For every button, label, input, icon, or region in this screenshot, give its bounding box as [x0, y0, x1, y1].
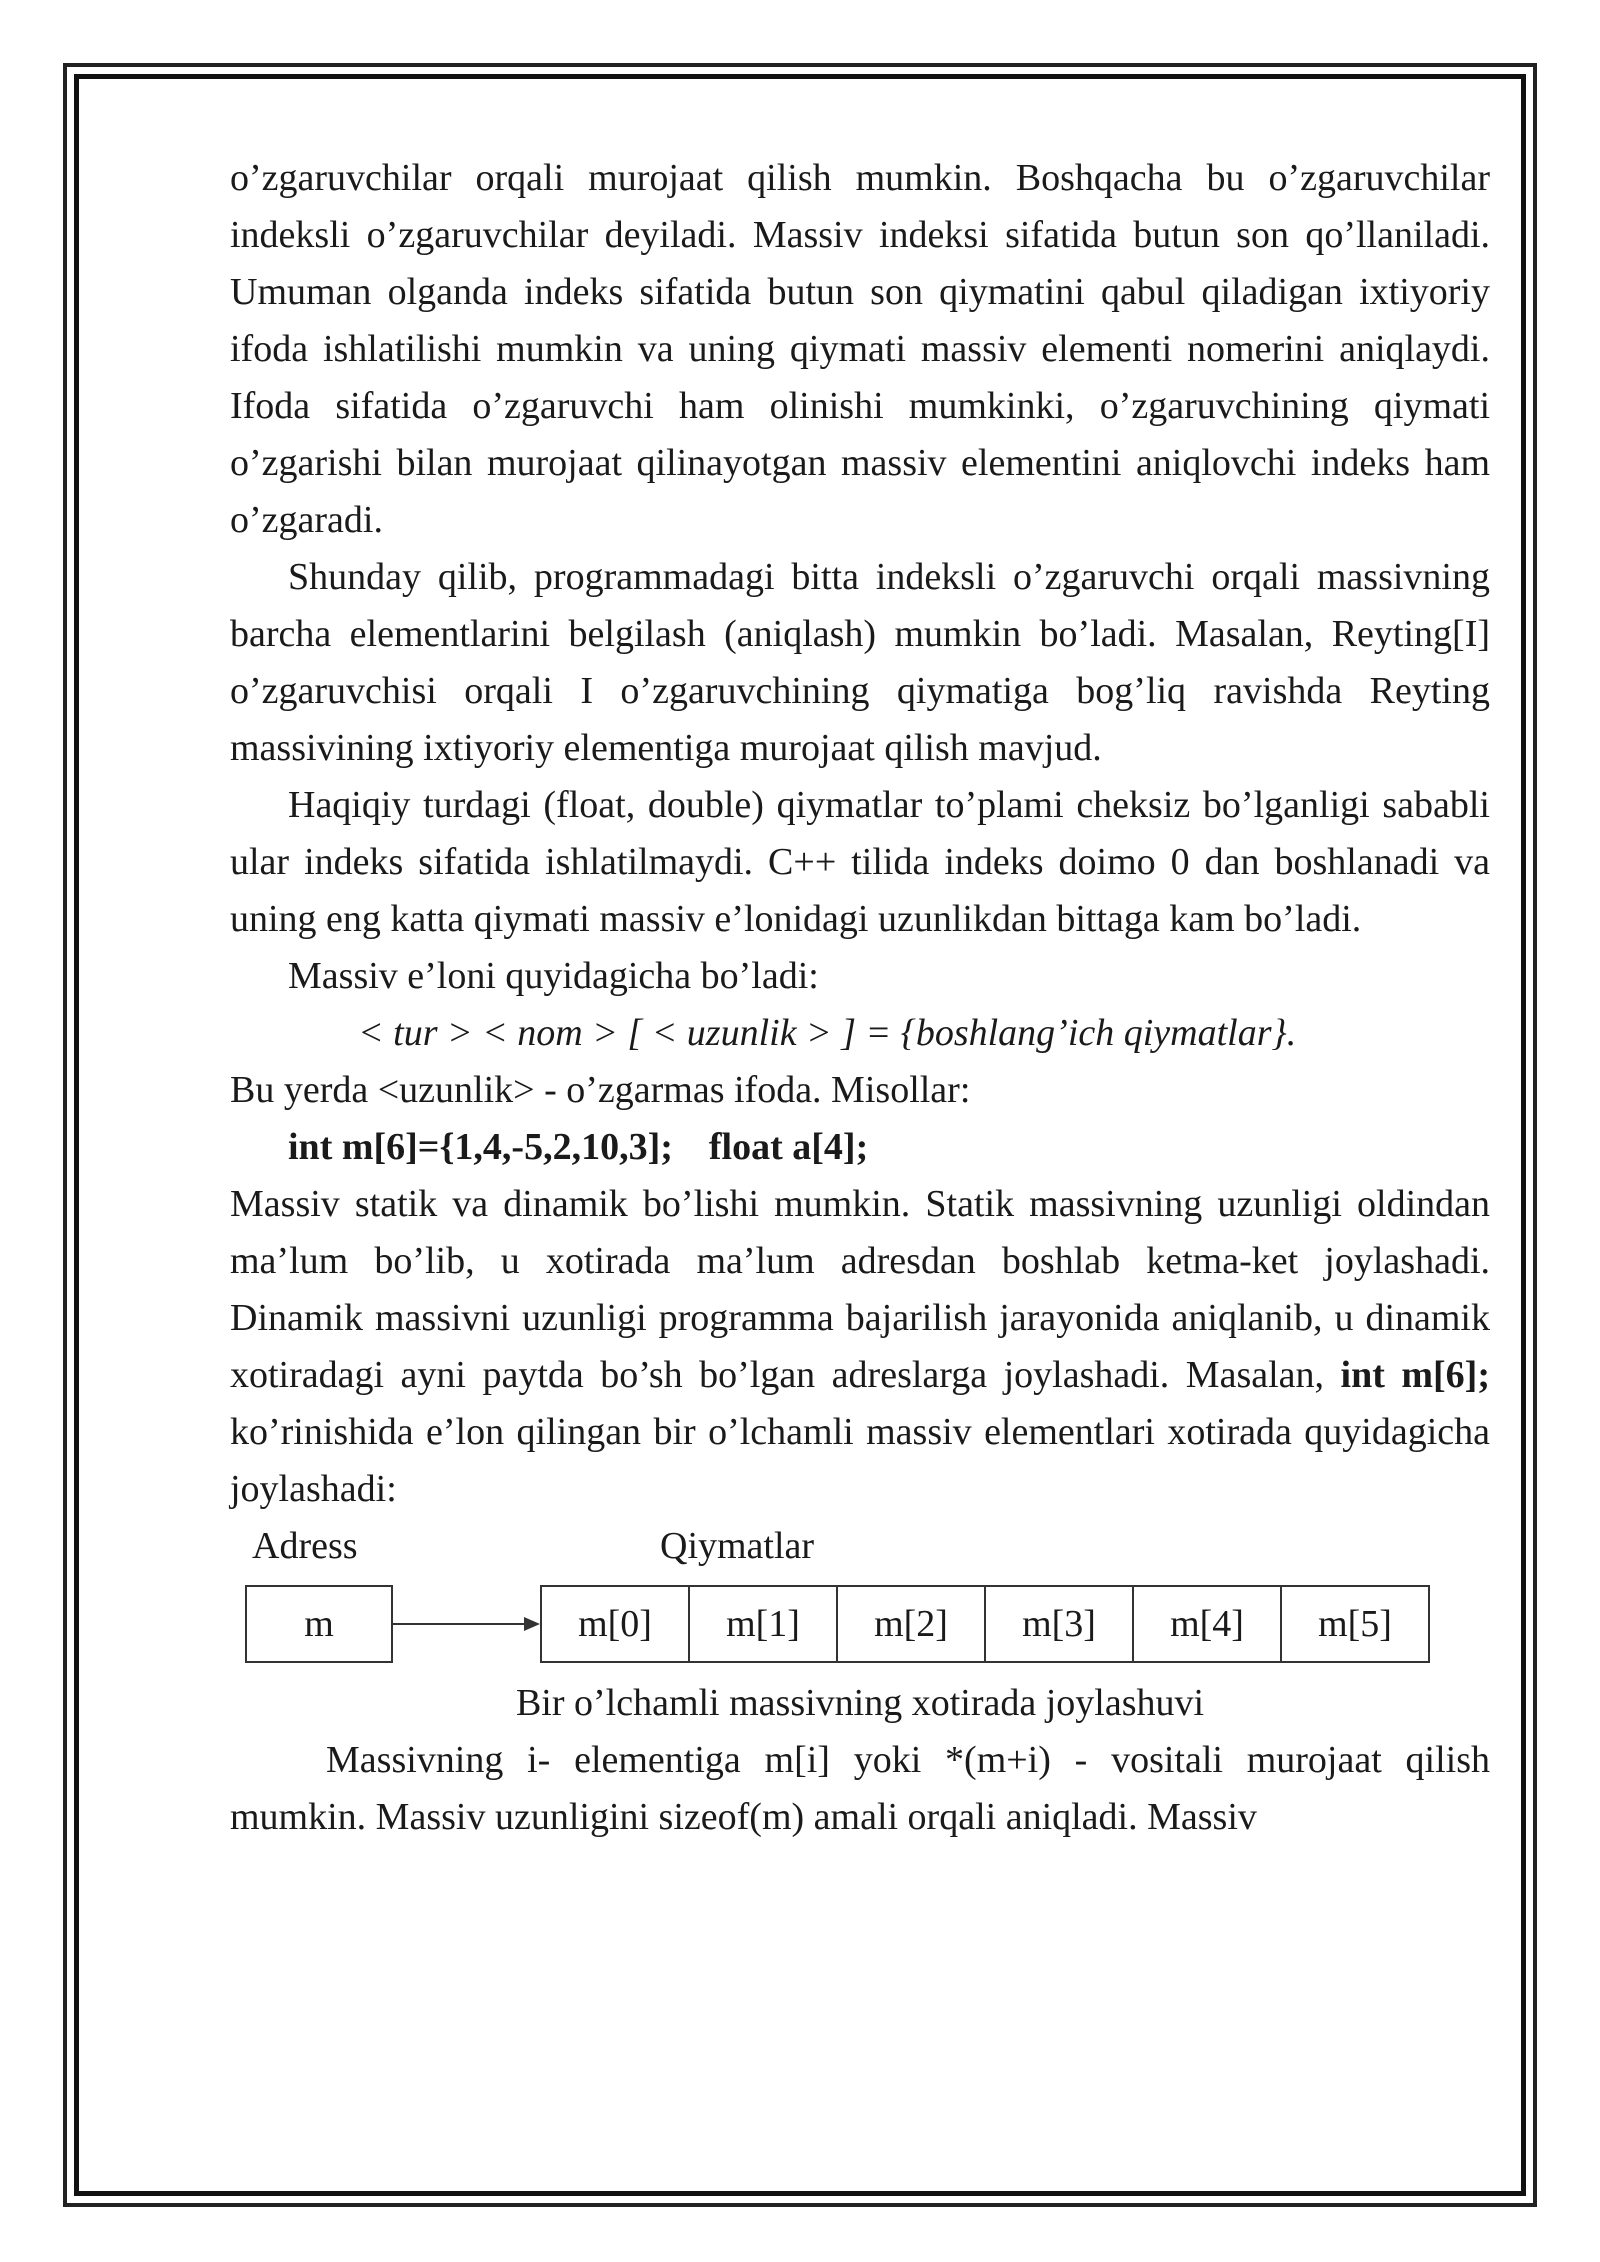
paragraph-6-end: ko’rinishida e’lon qilingan bir o’lchamli massiv elementlari xotirada quyidagicha joylashadi:: [230, 1411, 1490, 1510]
array-cell: m[0]: [578, 1603, 652, 1645]
pointer-arrow: [392, 1623, 532, 1625]
paragraph-2: Shunday qilib, programmadagi bitta indeksli o’zgaruvchi orqali massivning barcha elementlarini belgilash (aniqlash) mumkin bo’ladi. Masalan, Reyting[I] o’zgaruvchisi orqali I o’zgaruvchining qiymatiga bog’liq ravishda Reyting massivining ixtiyoriy elementiga murojaat qilish mavjud.: [230, 556, 1490, 769]
array-cells: [540, 1585, 1430, 1663]
paragraph-6: [230, 1176, 1490, 1518]
array-cell: m[4]: [1132, 1587, 1280, 1661]
diagram-labels: [230, 1518, 1490, 1575]
paragraph-6-code: int m[6];: [1340, 1354, 1490, 1396]
array-cell: m[5]: [1280, 1587, 1428, 1661]
values-label: Qiymatlar: [660, 1525, 815, 1567]
paragraph-3: Haqiqiy turdagi (float, double) qiymatlar to’plami cheksiz bo’lganligi sababli ular indeks sifatida ishlatilmaydi. C++ tilida indeks doimo 0 dan boshlanadi va uning eng katta qiymati massiv e’lonidagi uzunlikdan bittaga kam bo’ladi.: [230, 784, 1490, 940]
paragraph-7: Massivning i- elementiga m[i] yoki *(m+i) - vositali murojaat qilish mumkin. Massiv uzunligini sizeof(m) amali orqali aniqladi. Massiv: [230, 1739, 1490, 1838]
array-cell: m[1]: [688, 1587, 836, 1661]
array-cell: m[3]: [984, 1587, 1132, 1661]
diagram-caption: Bir o’lchamli massivning xotirada joylashuvi: [515, 1682, 1205, 1724]
paragraph-1: o’zgaruvchilar orqali murojaat qilish mumkin. Boshqacha bu o’zgaruvchilar indeksli o’zgaruvchilar deyiladi. Massiv indeksi sifatida butun son qo’llaniladi. Umuman olganda indeks sifatida butun son qiymatini qabul qiladigan ixtiyoriy ifoda ishlatilishi mumkin va uning qiymati massiv elementi nomerini aniqlaydi. Ifoda sifatida o’zgaruvchi ham olinishi mumkinki, o’zgaruvchining qiymati o’zgarishi bilan murojaat qilinayotgan massiv elementini aniqlovchi indeks ham o’zgaradi.: [230, 157, 1490, 541]
memory-diagram: [230, 1575, 1490, 1675]
address-label: Adress: [252, 1525, 358, 1567]
array-cell: m[2]: [836, 1587, 984, 1661]
document-body: [230, 150, 1490, 1846]
arrow-head-icon: [524, 1617, 540, 1631]
syntax-line: < tur > < nom > [ < uzunlik > ] = {boshlang’ich qiymatlar}.: [358, 1012, 1297, 1054]
paragraph-5: Bu yerda <uzunlik> - o’zgarmas ifoda. Misollar:: [230, 1069, 971, 1111]
paragraph-6-start: Massiv statik va dinamik bo’lishi mumkin. Statik massivning uzunligi oldindan ma’lum bo’lib, u xotirada ma’lum adresdan boshlab ketma-ket joylashadi. Dinamik massivni uzunligi programma bajarilish jarayonida aniqlanib, u dinamik xotiradagi ayni paytda bo’sh bo’lgan adreslarga joylashadi. Masalan,: [230, 1183, 1490, 1396]
code-example-2: float a[4];: [708, 1126, 869, 1168]
code-example-1: int m[6]={1,4,-5,2,10,3];: [288, 1126, 673, 1168]
paragraph-4: Massiv e’loni quyidagicha bo’ladi:: [288, 955, 819, 997]
pointer-box: m: [245, 1585, 393, 1663]
code-example: [230, 1119, 1490, 1176]
